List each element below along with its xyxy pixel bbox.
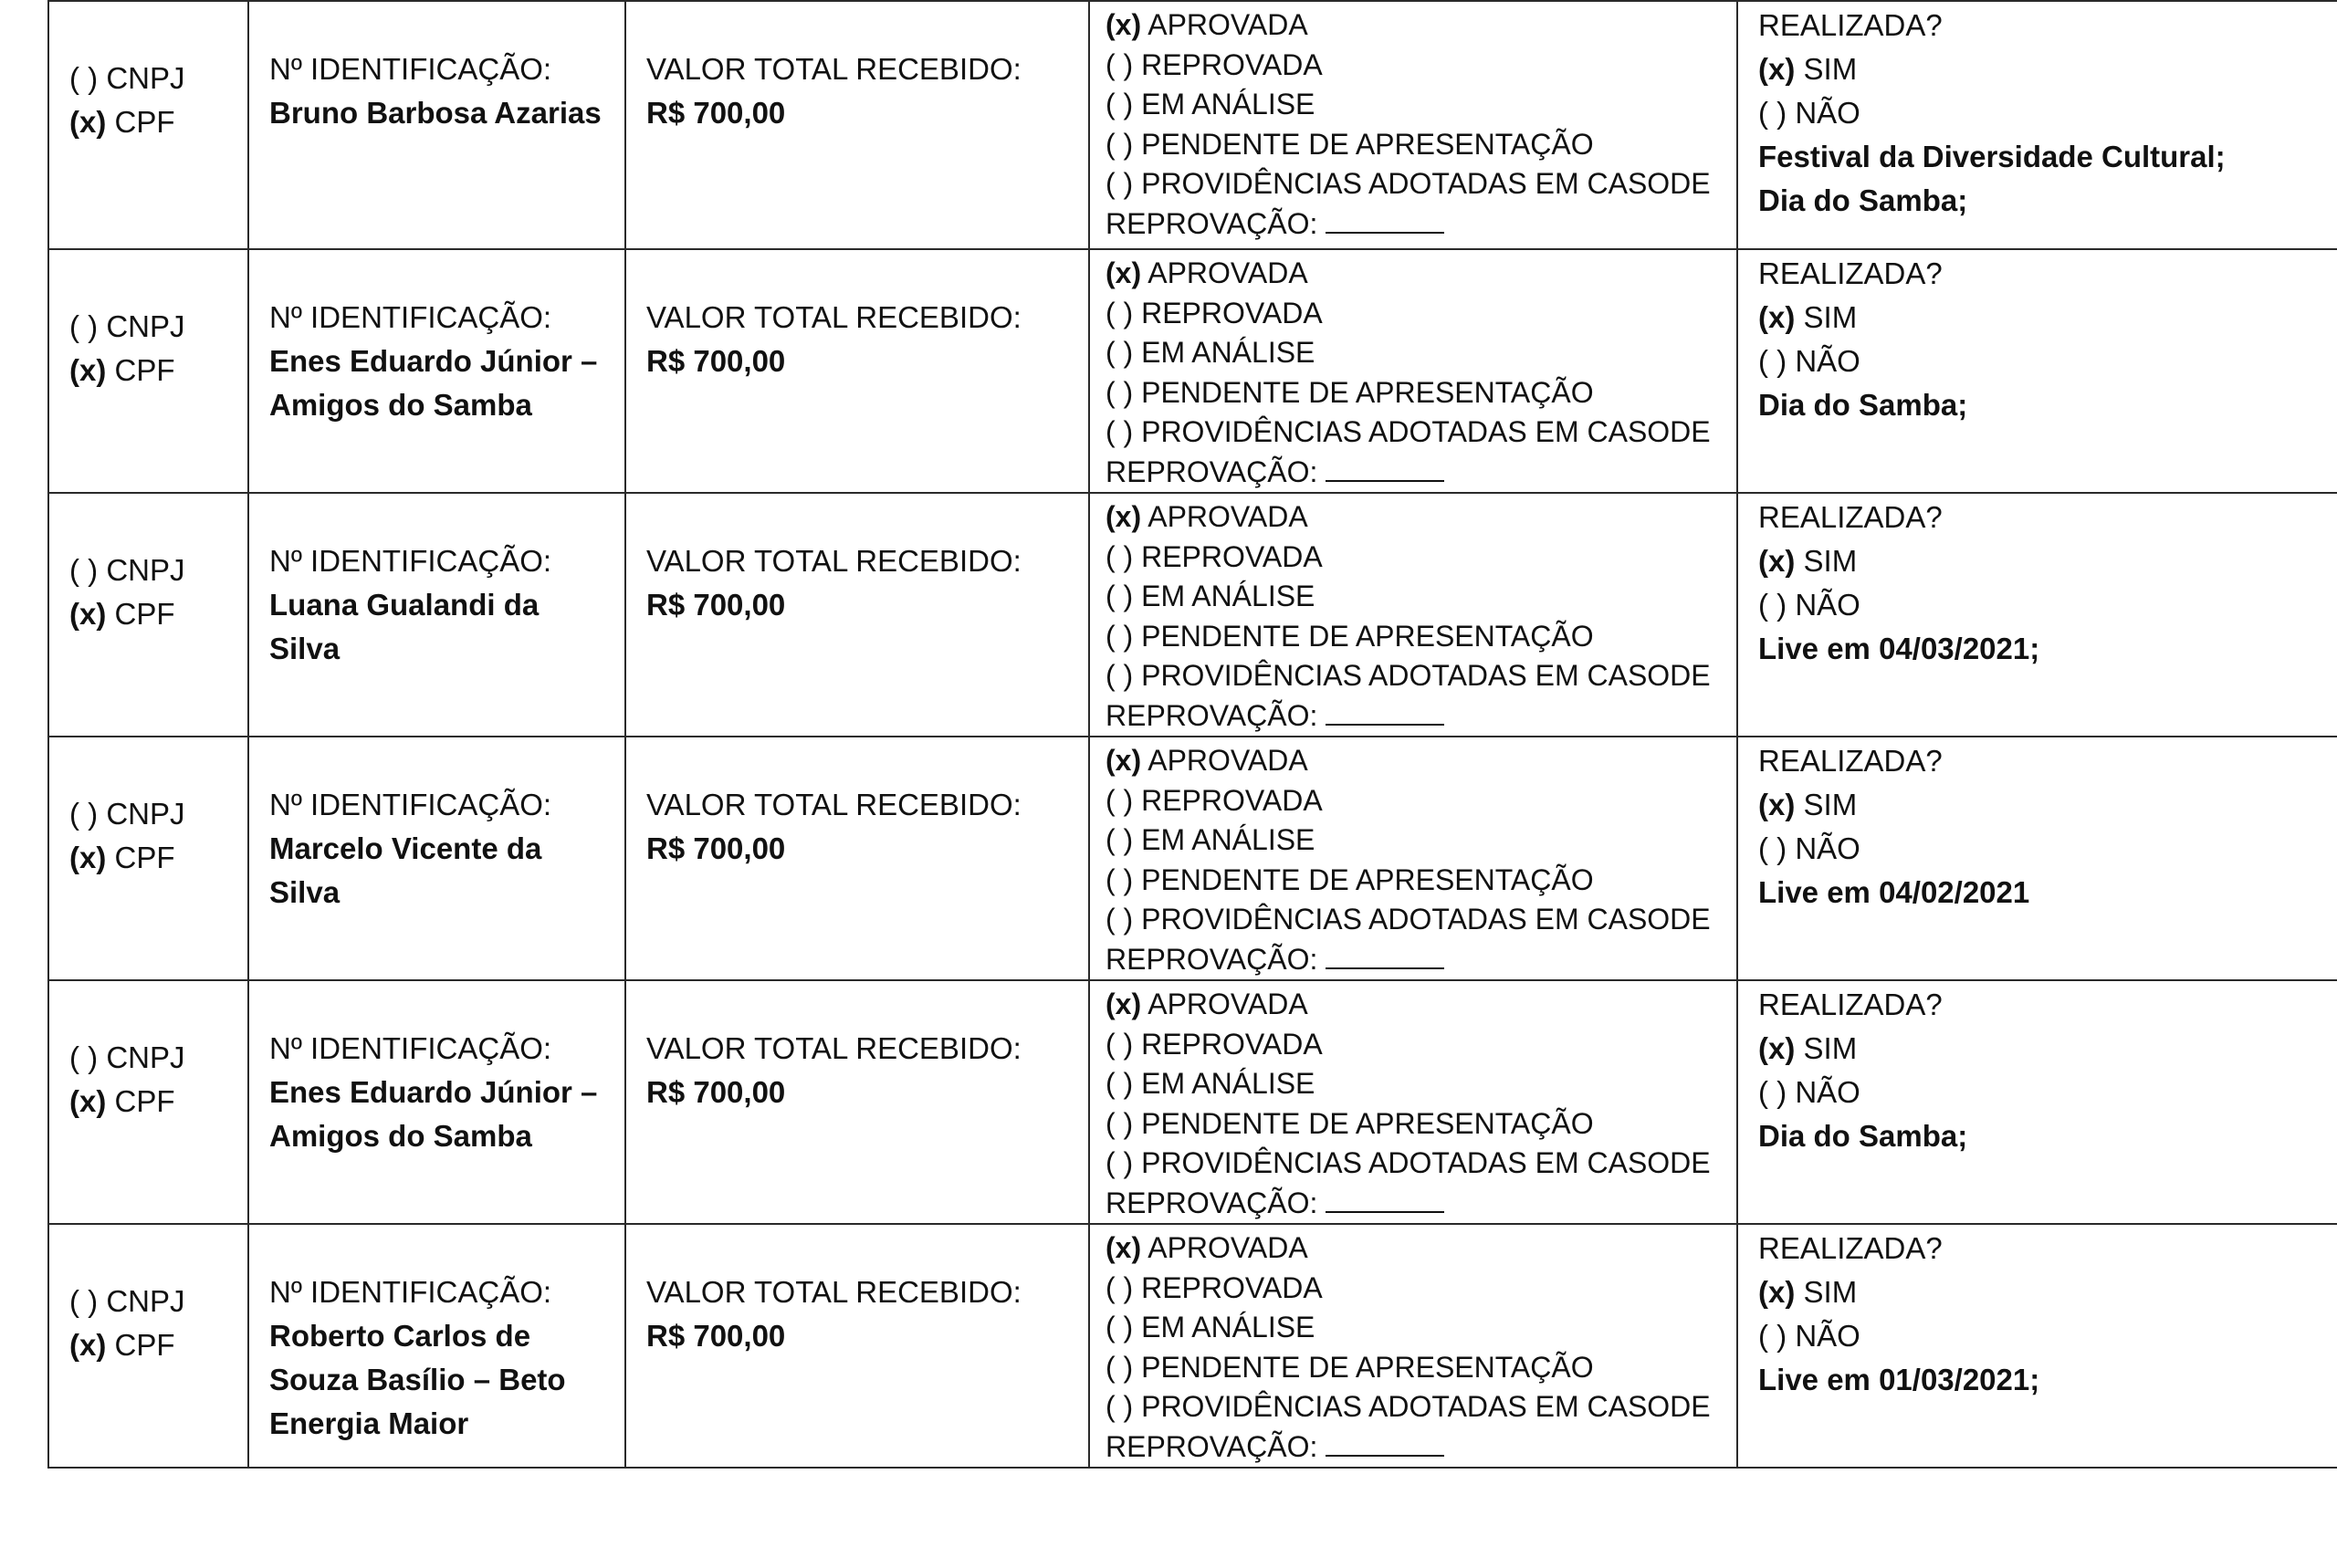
status-pendente (1106, 1348, 1736, 1388)
event-description: Dia do Samba; (1758, 183, 1968, 217)
event-description: Live em 04/03/2021; (1758, 632, 2040, 665)
amount-content (626, 2, 1088, 135)
cpf-label: CPF (114, 353, 175, 387)
checkbox-mark: ( ) (1106, 783, 1134, 817)
table-row (48, 1, 2337, 249)
status-label: REPROVADA (1141, 539, 1323, 573)
checkbox-mark: ( ) (1106, 903, 1134, 936)
reprovacao-label: REPROVAÇÃO: (1106, 206, 1318, 240)
status-pendente (1106, 373, 1736, 413)
checkbox-mark: (x) (1758, 788, 1796, 821)
status-providencias (1106, 413, 1736, 453)
checkbox-mark: (x) (1758, 1031, 1796, 1065)
checkbox-mark: ( ) (1758, 831, 1787, 865)
checkbox-mark: ( ) (69, 309, 99, 343)
realizada-sim (1758, 783, 2337, 827)
status-label: REPROVADA (1141, 783, 1323, 817)
status-cell (1089, 737, 1737, 980)
status-em-analise (1106, 577, 1736, 617)
person-type-cell (48, 980, 248, 1224)
table-row (48, 737, 2337, 980)
checkbox-mark: (x) (1758, 544, 1796, 578)
sim-label: SIM (1803, 300, 1858, 334)
checkbox-mark: (x) (1758, 300, 1796, 334)
status-reprovacao (1106, 940, 1736, 980)
checkbox-mark: ( ) (1106, 539, 1134, 573)
status-reprovada (1106, 1269, 1736, 1309)
amount-value: R$ 700,00 (646, 588, 786, 622)
identification-content (249, 737, 624, 915)
identification-content (249, 250, 624, 427)
status-cell (1089, 1, 1737, 249)
checkbox-mark: ( ) (1758, 1075, 1787, 1109)
realizada-sim (1758, 539, 2337, 583)
cpf-option (69, 1080, 247, 1124)
status-label: PROVIDÊNCIAS ADOTADAS EM CASODE (1141, 659, 1711, 692)
person-type-cell (48, 249, 248, 493)
beneficiary-name: Enes Eduardo Júnior – (269, 344, 598, 378)
checkbox-mark: ( ) (1106, 1390, 1134, 1423)
amount-value: R$ 700,00 (646, 96, 786, 130)
person-type-options (49, 1225, 247, 1367)
status-label: EM ANÁLISE (1141, 580, 1315, 612)
checkbox-mark: (x) (69, 841, 107, 874)
checkbox-mark: ( ) (1106, 88, 1134, 120)
checkbox-mark: (x) (69, 1328, 107, 1362)
cpf-option (69, 836, 247, 880)
beneficiary-name: Bruno Barbosa Azarias (269, 96, 602, 130)
person-type-options (49, 981, 247, 1124)
status-providencias (1106, 656, 1736, 696)
status-reprovada (1106, 46, 1736, 86)
status-reprovacao (1106, 696, 1736, 737)
checkbox-mark: ( ) (1106, 167, 1134, 200)
nao-label: NÃO (1795, 1319, 1860, 1353)
realizada-nao (1758, 1314, 2337, 1358)
beneficiary-name: Marcelo Vicente da (269, 831, 542, 865)
realizada-cell (1737, 493, 2337, 737)
cnpj-option (69, 1280, 247, 1323)
realizada-label: REALIZADA? (1758, 1231, 1943, 1265)
cnpj-label: CNPJ (106, 1284, 185, 1318)
status-em-analise (1106, 333, 1736, 373)
status-aprovada (1106, 1228, 1736, 1269)
reprovacao-blank (1326, 940, 1444, 969)
status-pendente (1106, 617, 1736, 657)
checkbox-mark: (x) (1106, 1231, 1142, 1264)
status-reprovada (1106, 538, 1736, 578)
beneficiary-name: Energia Maior (269, 1406, 469, 1440)
sim-label: SIM (1803, 1031, 1858, 1065)
realizada-content (1738, 494, 2337, 671)
reprovacao-blank (1326, 1184, 1444, 1213)
realizada-sim (1758, 47, 2337, 91)
status-cell (1089, 980, 1737, 1224)
amount-cell (625, 493, 1089, 737)
status-label: PROVIDÊNCIAS ADOTADAS EM CASODE (1141, 1146, 1711, 1179)
cnpj-option (69, 305, 247, 349)
cpf-label: CPF (114, 1328, 175, 1362)
status-options (1090, 494, 1736, 736)
cnpj-label: CNPJ (106, 1040, 185, 1074)
cnpj-label: CNPJ (106, 309, 185, 343)
checkbox-mark: (x) (1106, 744, 1142, 777)
event-description: Festival da Diversidade Cultural; (1758, 140, 2226, 173)
identification-label: Nº IDENTIFICAÇÃO: (269, 1031, 552, 1065)
status-reprovacao (1106, 204, 1736, 245)
realizada-cell (1737, 249, 2337, 493)
status-cell (1089, 1224, 1737, 1468)
realizada-sim (1758, 1270, 2337, 1314)
cpf-option (69, 100, 247, 144)
reprovacao-label: REPROVAÇÃO: (1106, 1186, 1318, 1219)
cnpj-option (69, 57, 247, 100)
status-label: APROVADA (1148, 1231, 1308, 1264)
status-em-analise (1106, 85, 1736, 125)
event-description: Live em 04/02/2021 (1758, 875, 2030, 909)
checkbox-mark: ( ) (1106, 1350, 1134, 1384)
checkbox-mark: ( ) (1106, 1270, 1134, 1304)
status-aprovada (1106, 497, 1736, 538)
checkbox-mark: ( ) (1106, 659, 1134, 692)
amount-content (626, 250, 1088, 383)
status-label: PROVIDÊNCIAS ADOTADAS EM CASODE (1141, 903, 1711, 936)
status-label: REPROVADA (1141, 47, 1323, 81)
checkbox-mark: ( ) (1758, 344, 1787, 378)
identification-cell (248, 249, 625, 493)
status-label: PENDENTE DE APRESENTAÇÃO (1141, 127, 1594, 161)
status-pendente (1106, 1104, 1736, 1145)
status-cell (1089, 249, 1737, 493)
checkbox-mark: (x) (1106, 988, 1142, 1020)
nao-label: NÃO (1795, 344, 1860, 378)
amount-cell (625, 737, 1089, 980)
person-type-cell (48, 1, 248, 249)
table-row (48, 249, 2337, 493)
nao-label: NÃO (1795, 1075, 1860, 1109)
reprovacao-blank (1326, 696, 1444, 726)
status-options (1090, 737, 1736, 979)
reprovacao-blank (1326, 204, 1444, 234)
sim-label: SIM (1803, 1275, 1858, 1309)
status-label: PENDENTE DE APRESENTAÇÃO (1141, 375, 1594, 409)
person-type-options (49, 494, 247, 636)
beneficiary-name: Silva (269, 875, 341, 909)
realizada-label: REALIZADA? (1758, 744, 1943, 778)
table-body (48, 1, 2337, 1468)
checkbox-mark: (x) (1106, 500, 1142, 533)
identification-label: Nº IDENTIFICAÇÃO: (269, 1275, 552, 1309)
checkbox-mark: (x) (1758, 1275, 1796, 1309)
identification-content (249, 1225, 624, 1446)
amount-value: R$ 700,00 (646, 344, 786, 378)
nao-label: NÃO (1795, 588, 1860, 622)
status-label: PENDENTE DE APRESENTAÇÃO (1141, 619, 1594, 653)
cpf-label: CPF (114, 841, 175, 874)
beneficiary-name: Amigos do Samba (269, 388, 532, 422)
cnpj-label: CNPJ (106, 61, 185, 95)
checkbox-mark: (x) (1758, 52, 1796, 86)
realizada-sim (1758, 296, 2337, 340)
status-label: PENDENTE DE APRESENTAÇÃO (1141, 1350, 1594, 1384)
status-label: PROVIDÊNCIAS ADOTADAS EM CASODE (1141, 415, 1711, 448)
checkbox-mark: ( ) (1106, 127, 1134, 161)
checkbox-mark: (x) (1106, 256, 1142, 289)
realizada-nao (1758, 91, 2337, 135)
status-reprovacao (1106, 453, 1736, 493)
checkbox-mark: ( ) (1106, 336, 1134, 369)
checkbox-mark: (x) (69, 1084, 107, 1118)
status-pendente (1106, 125, 1736, 165)
person-type-cell (48, 1224, 248, 1468)
status-label: REPROVADA (1141, 296, 1323, 329)
status-aprovada (1106, 5, 1736, 46)
realizada-content (1738, 1225, 2337, 1402)
amount-content (626, 494, 1088, 627)
checkbox-mark: ( ) (1106, 1146, 1134, 1179)
amount-value: R$ 700,00 (646, 831, 786, 865)
amount-content (626, 1225, 1088, 1358)
status-providencias (1106, 1144, 1736, 1184)
amount-label: VALOR TOTAL RECEBIDO: (646, 544, 1022, 578)
status-pendente (1106, 861, 1736, 901)
status-options (1090, 250, 1736, 492)
beneficiary-name: Amigos do Samba (269, 1119, 532, 1153)
checkbox-mark: ( ) (1106, 580, 1134, 612)
cpf-option (69, 1323, 247, 1367)
checkbox-mark: ( ) (1106, 1106, 1134, 1140)
realizada-nao (1758, 827, 2337, 871)
cnpj-option (69, 1036, 247, 1080)
identification-label: Nº IDENTIFICAÇÃO: (269, 788, 552, 821)
checkbox-mark: (x) (69, 105, 107, 139)
status-providencias (1106, 1387, 1736, 1427)
cpf-option (69, 349, 247, 392)
identification-content (249, 981, 624, 1158)
checkbox-mark: ( ) (69, 1040, 99, 1074)
checkbox-mark: (x) (69, 353, 107, 387)
realizada-content (1738, 2, 2337, 223)
checkbox-mark: ( ) (69, 797, 99, 831)
person-type-options (49, 2, 247, 144)
status-label: APROVADA (1148, 500, 1308, 533)
checkbox-mark: (x) (1106, 8, 1142, 41)
realizada-label: REALIZADA? (1758, 988, 1943, 1021)
realizada-nao (1758, 340, 2337, 383)
identification-cell (248, 737, 625, 980)
person-type-cell (48, 737, 248, 980)
cnpj-option (69, 792, 247, 836)
checkbox-mark: ( ) (1106, 862, 1134, 896)
status-label: REPROVADA (1141, 1027, 1323, 1061)
cpf-label: CPF (114, 597, 175, 631)
identification-cell (248, 1, 625, 249)
checkbox-mark: ( ) (1106, 296, 1134, 329)
realizada-cell (1737, 737, 2337, 980)
realizada-nao (1758, 1071, 2337, 1114)
amount-label: VALOR TOTAL RECEBIDO: (646, 300, 1022, 334)
reprovacao-label: REPROVAÇÃO: (1106, 698, 1318, 732)
amount-label: VALOR TOTAL RECEBIDO: (646, 1275, 1022, 1309)
checkbox-mark: ( ) (1106, 1067, 1134, 1100)
event-description: Dia do Samba; (1758, 388, 1968, 422)
status-providencias (1106, 164, 1736, 204)
realizada-label: REALIZADA? (1758, 8, 1943, 42)
checkbox-mark: ( ) (69, 61, 99, 95)
checkbox-mark: ( ) (1758, 588, 1787, 622)
status-label: APROVADA (1148, 256, 1308, 289)
reprovacao-blank (1326, 453, 1444, 482)
beneficiary-name: Souza Basílio – Beto (269, 1363, 566, 1396)
realizada-cell (1737, 1224, 2337, 1468)
cpf-option (69, 592, 247, 636)
person-type-cell (48, 493, 248, 737)
reprovacao-label: REPROVAÇÃO: (1106, 942, 1318, 976)
status-reprovada (1106, 781, 1736, 821)
status-label: PROVIDÊNCIAS ADOTADAS EM CASODE (1141, 167, 1711, 200)
realizada-cell (1737, 1, 2337, 249)
status-label: PROVIDÊNCIAS ADOTADAS EM CASODE (1141, 1390, 1711, 1423)
cnpj-option (69, 549, 247, 592)
checkbox-mark: ( ) (1758, 1319, 1787, 1353)
person-type-options (49, 250, 247, 392)
amount-value: R$ 700,00 (646, 1319, 786, 1353)
checkbox-mark: ( ) (1758, 96, 1787, 130)
checkbox-mark: ( ) (1106, 47, 1134, 81)
status-label: EM ANÁLISE (1141, 823, 1315, 856)
amount-content (626, 737, 1088, 871)
amount-label: VALOR TOTAL RECEBIDO: (646, 788, 1022, 821)
reprovacao-label: REPROVAÇÃO: (1106, 455, 1318, 488)
event-description: Dia do Samba; (1758, 1119, 1968, 1153)
status-label: EM ANÁLISE (1141, 88, 1315, 120)
beneficiary-name: Luana Gualandi da (269, 588, 540, 622)
realizada-sim (1758, 1027, 2337, 1071)
prestacao-contas-table (47, 0, 2337, 1469)
cnpj-label: CNPJ (106, 553, 185, 587)
status-label: EM ANÁLISE (1141, 336, 1315, 369)
checkbox-mark: ( ) (1106, 415, 1134, 448)
sim-label: SIM (1803, 544, 1858, 578)
person-type-options (49, 737, 247, 880)
cnpj-label: CNPJ (106, 797, 185, 831)
identification-label: Nº IDENTIFICAÇÃO: (269, 544, 552, 578)
table-row (48, 493, 2337, 737)
checkbox-mark: ( ) (1106, 1027, 1134, 1061)
identification-cell (248, 1224, 625, 1468)
amount-cell (625, 249, 1089, 493)
amount-value: R$ 700,00 (646, 1075, 786, 1109)
nao-label: NÃO (1795, 96, 1860, 130)
nao-label: NÃO (1795, 831, 1860, 865)
status-aprovada (1106, 254, 1736, 294)
status-aprovada (1106, 985, 1736, 1025)
amount-cell (625, 1, 1089, 249)
amount-cell (625, 1224, 1089, 1468)
identification-cell (248, 980, 625, 1224)
amount-cell (625, 980, 1089, 1224)
checkbox-mark: ( ) (1106, 619, 1134, 653)
cpf-label: CPF (114, 1084, 175, 1118)
reprovacao-blank (1326, 1427, 1444, 1457)
sim-label: SIM (1803, 788, 1858, 821)
realizada-label: REALIZADA? (1758, 500, 1943, 534)
checkbox-mark: ( ) (1106, 375, 1134, 409)
status-reprovacao (1106, 1427, 1736, 1468)
checkbox-mark: ( ) (1106, 823, 1134, 856)
status-label: APROVADA (1148, 744, 1308, 777)
table-row (48, 980, 2337, 1224)
identification-label: Nº IDENTIFICAÇÃO: (269, 52, 552, 86)
status-cell (1089, 493, 1737, 737)
status-options (1090, 981, 1736, 1223)
cpf-label: CPF (114, 105, 175, 139)
realizada-content (1738, 981, 2337, 1158)
identification-label: Nº IDENTIFICAÇÃO: (269, 300, 552, 334)
status-em-analise (1106, 1064, 1736, 1104)
checkbox-mark: ( ) (69, 553, 99, 587)
beneficiary-name: Enes Eduardo Júnior – (269, 1075, 598, 1109)
realizada-content (1738, 737, 2337, 915)
status-label: APROVADA (1148, 988, 1308, 1020)
status-em-analise (1106, 821, 1736, 861)
status-label: PENDENTE DE APRESENTAÇÃO (1141, 862, 1594, 896)
realizada-label: REALIZADA? (1758, 256, 1943, 290)
status-options (1090, 2, 1736, 244)
beneficiary-name: Roberto Carlos de (269, 1319, 531, 1353)
event-description: Live em 01/03/2021; (1758, 1363, 2040, 1396)
checkbox-mark: ( ) (69, 1284, 99, 1318)
status-reprovacao (1106, 1184, 1736, 1224)
sim-label: SIM (1803, 52, 1858, 86)
amount-content (626, 981, 1088, 1114)
identification-content (249, 494, 624, 671)
table-row (48, 1224, 2337, 1468)
amount-label: VALOR TOTAL RECEBIDO: (646, 1031, 1022, 1065)
status-label: EM ANÁLISE (1141, 1311, 1315, 1343)
status-reprovada (1106, 1025, 1736, 1065)
status-label: EM ANÁLISE (1141, 1067, 1315, 1100)
realizada-nao (1758, 583, 2337, 627)
beneficiary-name: Silva (269, 632, 341, 665)
status-label: APROVADA (1148, 8, 1308, 41)
status-providencias (1106, 900, 1736, 940)
status-aprovada (1106, 741, 1736, 781)
status-options (1090, 1225, 1736, 1467)
reprovacao-label: REPROVAÇÃO: (1106, 1429, 1318, 1463)
status-em-analise (1106, 1308, 1736, 1348)
checkbox-mark: ( ) (1106, 1311, 1134, 1343)
status-label: PENDENTE DE APRESENTAÇÃO (1141, 1106, 1594, 1140)
status-label: REPROVADA (1141, 1270, 1323, 1304)
status-reprovada (1106, 294, 1736, 334)
realizada-cell (1737, 980, 2337, 1224)
identification-content (249, 2, 624, 135)
checkbox-mark: (x) (69, 597, 107, 631)
identification-cell (248, 493, 625, 737)
realizada-content (1738, 250, 2337, 427)
amount-label: VALOR TOTAL RECEBIDO: (646, 52, 1022, 86)
